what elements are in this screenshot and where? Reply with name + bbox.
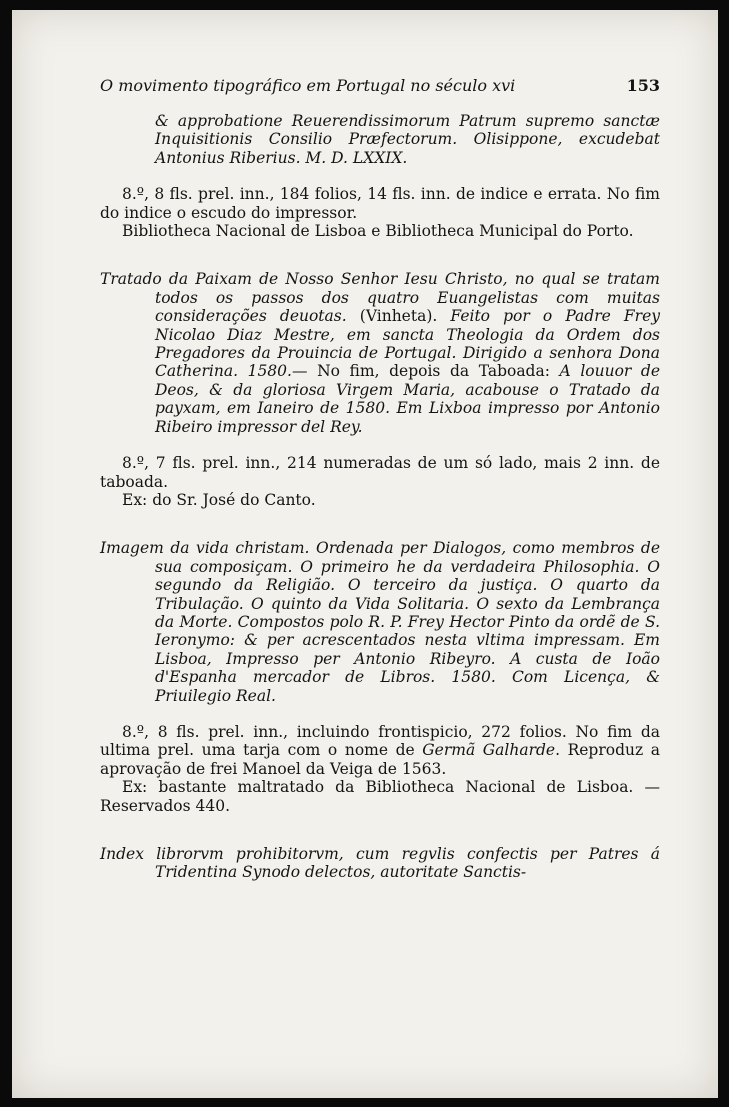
entry-title-tratado: Tratado da Paixam de Nosso Senhor Iesu Christo, no qual se tratam todos os passos dos quatro Euangelistas com muitas considerações deuotas. (Vinheta). Feito por o Padre Frey Nicolao Diaz Mestre, em sancta Theologia da Ordem dos Pregadores da Prouincia de Portugal. Dirigido a senhora Dona Catherina. 1580.— No fim, depois da Taboada: A louuor de Deos, & da gloriosa Virgem Maria, acabouse o Tratado da payxam, em Ianeiro de 1580. Em Lixboa impresso por Antonio Ribeiro impressor del Rey. bbox=[100, 270, 661, 436]
entry-collation: 8.º, 8 fls. prel. inn., incluindo frontispicio, 272 folios. No fim da ultima prel. uma tarja com o nome de Germã Galharde. Reproduz a aprovação de frei Manoel da Veiga de 1563. bbox=[100, 722, 660, 778]
entry-collation: 8.º, 7 fls. prel. inn., 214 numeradas de um só lado, mais 2 inn. de taboada. bbox=[100, 454, 660, 491]
page-number: 153 bbox=[626, 76, 660, 95]
entry-title-continuation: & approbatione Reuerendissimorum Patrum supremo sanctæ Inquisitionis Consilio Præfectorum. Olisippone, excudebat Antonius Riberius. M. D. LXXIX. bbox=[155, 112, 660, 167]
entry-exemplar: Ex: bastante maltratado da Bibliotheca Nacional de Lisboa. — Reservados 440. bbox=[100, 778, 660, 815]
entry-collation: 8.º, 8 fls. prel. inn., 184 folios, 14 fls. inn. de indice e errata. No fim do indice o escudo do impressor. bbox=[100, 185, 660, 222]
page-text bbox=[100, 76, 660, 882]
book-page bbox=[12, 10, 718, 1098]
running-head bbox=[100, 76, 660, 96]
entry-title-index: Index librorvm prohibitorvm, cum regvlis confectis per Patres á Tridentina Synodo delectos, autoritate Sanctis- bbox=[100, 845, 660, 882]
entry-location: Bibliotheca Nacional de Lisboa e Bibliotheca Municipal do Porto. bbox=[122, 222, 634, 241]
entry-exemplar: Ex: do Sr. José do Canto. bbox=[122, 490, 316, 509]
running-head-title: O movimento tipográfico em Portugal no século xvi bbox=[100, 76, 516, 95]
entry-title-imagem: Imagem da vida christam. Ordenada per Dialogos, como membros de sua composiçam. O primeiro he da verdadeira Philosophia. O segundo da Religião. O terceiro da justiça. O quarto da Tribulação. O quinto da Vida Solitaria. O sexto da Lembrança da Morte. Compostos polo R. P. Frey Hector Pinto da ordẽ de S. Ieronymo: & per acrescentados nesta vltima impressam. Em Lisboa, Impresso per Antonio Ribeyro. A custa de Ioão d'Espanha mercador de Libros. 1580. Com Licença, & Priuilegio Real. bbox=[100, 539, 660, 705]
